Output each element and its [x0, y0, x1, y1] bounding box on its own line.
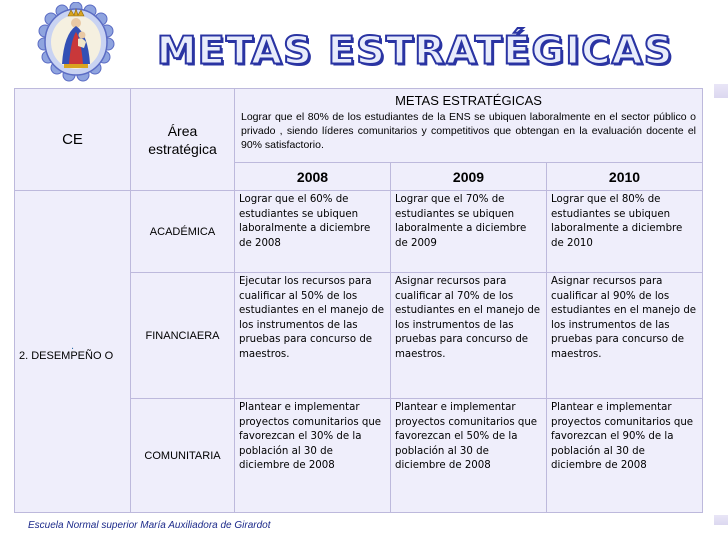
header-area: Área estratégica — [131, 89, 235, 191]
area-financiaera: FINANCIAERA — [131, 273, 235, 399]
table-header-row — [15, 89, 703, 163]
header-ce: CE — [15, 89, 131, 191]
header-metas-title: METAS ESTRATÉGICAS — [395, 93, 542, 108]
goal-academica-2009: Lograr que el 70% de estudiantes se ubiquen laboralmente a diciembre de 2009 — [391, 191, 547, 273]
decorative-edge-bottom — [714, 515, 728, 525]
area-academica: ACADÉMICA — [131, 191, 235, 273]
area-comunitaria: COMUNITARIA — [131, 399, 235, 513]
ce-label: 2. DESEMPEÑO O — [19, 349, 114, 362]
year-2010: 2010 — [547, 163, 703, 191]
goal-financiaera-2009: Asignar recursos para cualificar al 70% de los estudiantes en el manejo de los instrumentos de las pruebas para concurso de maestros. — [391, 273, 547, 399]
goal-financiaera-2010: Asignar recursos para cualificar al 90% de los estudiantes en el manejo de los instrumentos de las pruebas para concurso de maestros. — [547, 273, 703, 399]
footer-school-name: Escuela Normal superior María Auxiliadora de Girardot — [28, 520, 271, 531]
year-2008: 2008 — [235, 163, 391, 191]
goal-academica-2010: Lograr que el 80% de estudiantes se ubiquen laboralmente a diciembre de 2010 — [547, 191, 703, 273]
goal-academica-2008: Lograr que el 60% de estudiantes se ubiquen laboralmente a diciembre de 2008 — [235, 191, 391, 273]
header-metas — [235, 89, 703, 163]
virgin-mary-medallion-icon — [30, 2, 122, 82]
ce-cell — [15, 191, 131, 513]
goal-comunitaria-2010: Plantear e implementar proyectos comunitarios que favorezcan el 90% de la población al 30 de diciembre de 2008 — [547, 399, 703, 513]
goal-financiaera-2008: Ejecutar los recursos para cualificar al 50% de los estudiantes en el manejo de los instrumentos de las pruebas para concurso de maestros. — [235, 273, 391, 399]
decorative-edge-top — [714, 84, 728, 98]
ce-dot: . — [70, 339, 75, 352]
header-metas-description: Lograr que el 80% de los estudiantes de la ENS se ubiquen laboralmente en el sector público o privado , siendo líderes comunitarios y competitivos que obtengan en la evaluación docente el 90% satisfactorio. — [241, 111, 696, 151]
goal-comunitaria-2009: Plantear e implementar proyectos comunitarios que favorezcan el 50% de la población al 30 de diciembre de 2008 — [391, 399, 547, 513]
table-row — [15, 191, 703, 273]
year-2009: 2009 — [391, 163, 547, 191]
page-title: METAS ESTRATÉGICAS — [156, 29, 674, 73]
strategic-goals-table — [14, 88, 703, 513]
goal-comunitaria-2008: Plantear e implementar proyectos comunitarios que favorezcan el 30% de la población al 30 de diciembre de 2008 — [235, 399, 391, 513]
